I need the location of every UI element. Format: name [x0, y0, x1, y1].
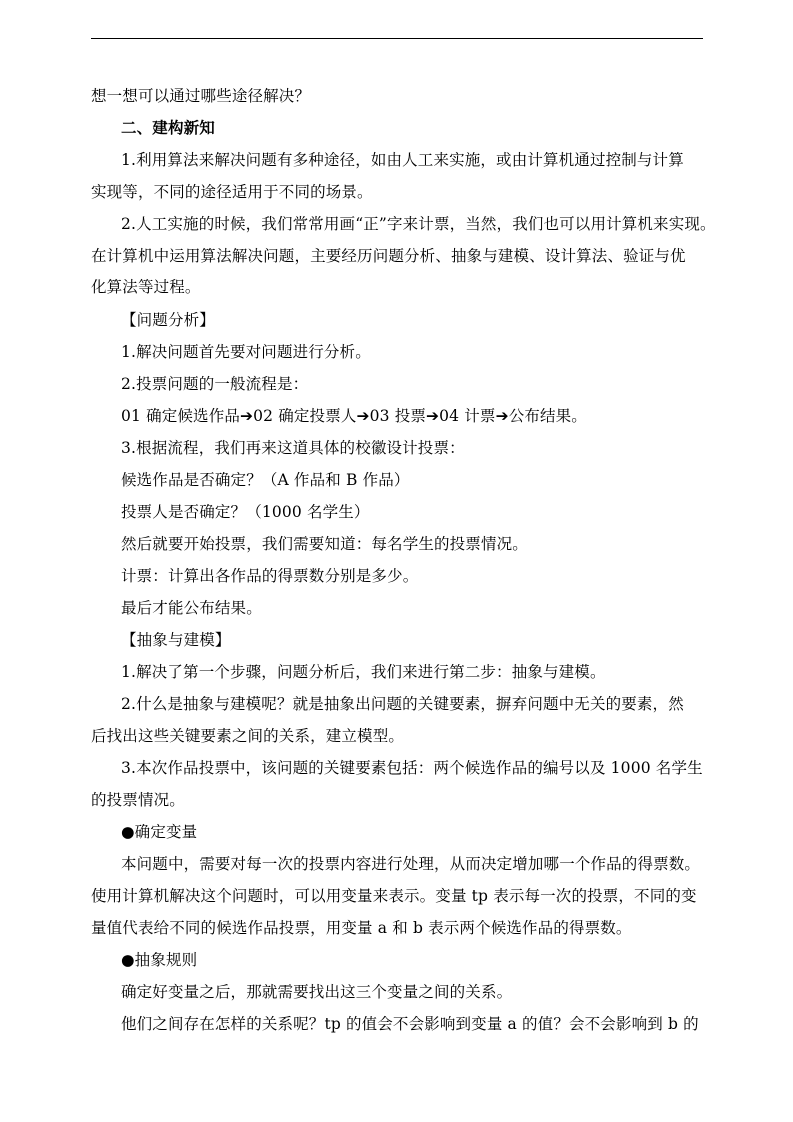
- text-line: 在计算机中运用算法解决问题，主要经历问题分析、抽象与建模、设计算法、验证与优: [91, 247, 686, 265]
- text-line: 2.投票问题的一般流程是：: [121, 375, 309, 393]
- text-line: 2.什么是抽象与建模呢？就是抽象出问题的关键要素，摒弃问题中无关的要素，然: [121, 695, 684, 713]
- text-line: 3.本次作品投票中，该问题的关键要素包括：两个候选作品的编号以及 1000 名学生: [121, 759, 703, 777]
- text-line: 他们之间存在怎样的关系呢？tp 的值会不会影响到变量 a 的值？会不会影响到 b 的: [121, 1015, 699, 1033]
- text-line: 1.解决了第一个步骤，问题分析后，我们来进行第二步：抽象与建模。: [121, 663, 606, 681]
- text-line: 1.利用算法来解决问题有多种途径，如由人工来实施，或由计算机通过控制与计算: [121, 151, 684, 169]
- header-rule: [91, 38, 703, 39]
- text-line: 本问题中，需要对每一次的投票内容进行处理，从而决定增加哪一个作品的得票数。: [121, 855, 701, 873]
- text-line: 候选作品是否确定？（A 作品和 B 作品）: [121, 471, 410, 489]
- text-line: 1.解决问题首先要对问题进行分析。: [121, 343, 371, 361]
- text-line: 化算法等过程。: [91, 278, 201, 296]
- text-line: 的投票情况。: [91, 791, 185, 809]
- text-line: 量值代表给不同的候选作品投票，用变量 a 和 b 表示两个候选作品的得票数。: [91, 919, 632, 937]
- text-line: 确定好变量之后，那就需要找出这三个变量之间的关系。: [121, 983, 513, 1001]
- text-line: 01 确定候选作品➔02 确定投票人➔03 投票➔04 计票➔公布结果。: [121, 407, 587, 425]
- subsection-heading: 【抽象与建模】: [121, 631, 231, 649]
- text-line: 后找出这些关键要素之间的关系，建立模型。: [91, 727, 405, 745]
- text-line: 2.人工实施的时候，我们常常用画“正”字来计票，当然，我们也可以用计算机来实现。: [121, 215, 716, 233]
- text-line: 然后就要开始投票，我们需要知道：每名学生的投票情况。: [121, 535, 528, 553]
- bullet-heading: ●确定变量: [121, 823, 198, 841]
- subsection-heading: 【问题分析】: [121, 311, 215, 329]
- text-line: 投票人是否确定？（1000 名学生）: [121, 503, 370, 521]
- text-line: 实现等，不同的途径适用于不同的场景。: [91, 183, 373, 201]
- text-line: 想一想可以通过哪些途径解决？: [91, 87, 311, 105]
- bullet-heading: ●抽象规则: [121, 951, 198, 969]
- text-line: 使用计算机解决这个问题时，可以用变量来表示。变量 tp 表示每一次的投票，不同的变: [91, 887, 697, 905]
- text-line: 3.根据流程，我们再来这道具体的校徽设计投票：: [121, 439, 465, 457]
- section-heading: 二、建构新知: [121, 118, 215, 137]
- text-line: 最后才能公布结果。: [121, 599, 262, 617]
- text-line: 计票：计算出各作品的得票数分别是多少。: [121, 567, 419, 585]
